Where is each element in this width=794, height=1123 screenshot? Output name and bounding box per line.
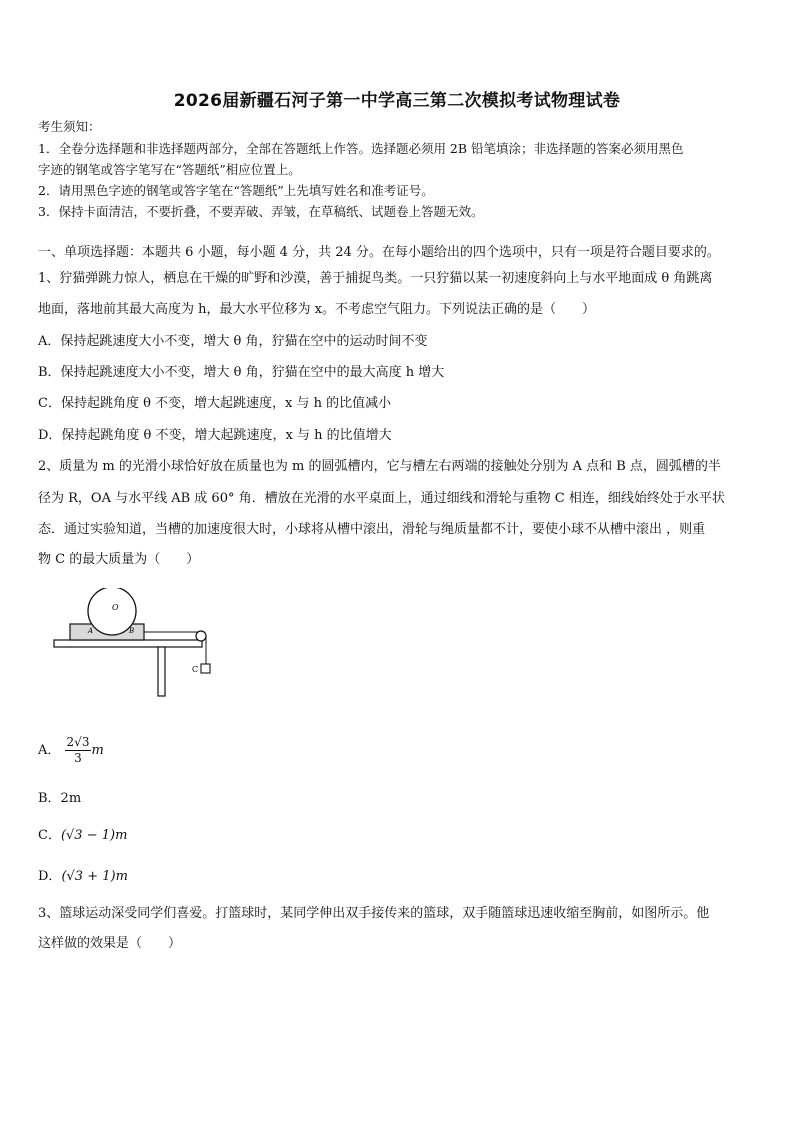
q2-figure: [50, 588, 220, 700]
notice-item-1-cont: 字迹的钢笔或答字笔写在“答题纸”相应位置上。: [38, 162, 301, 177]
q1-stem-line2: 地面，落地前其最大高度为 h，最大水平位移为 x。不考虑空气阻力。下列说法正确的是（ ）: [38, 302, 595, 317]
section-heading: 一、单项选择题：本题共 6 小题，每小题 4 分，共 24 分。在每小题给出的四个选项中，只有一项是符合题目要求的。: [38, 245, 720, 260]
q3-stem-line2: 这样做的效果是（ ）: [38, 936, 182, 951]
label-a: A: [88, 627, 94, 635]
q2-option-c: [38, 827, 127, 845]
q2-option-a-fraction: [65, 735, 92, 766]
q1-option-d: D．保持起跳角度 θ 不变，增大起跳速度，x 与 h 的比值增大: [38, 428, 392, 443]
page-title: 2026届新疆石河子第一中学高三第二次模拟考试物理试卷: [173, 91, 621, 111]
q2-stem-line4: 物 C 的最大质量为（ ）: [38, 552, 200, 567]
q2-option-d-label: D．: [38, 869, 62, 884]
weight-c: [201, 664, 210, 673]
q2-stem-line3: 态．通过实验知道，当槽的加速度很大时，小球将从槽中滚出，滑轮与绳质量都不计，要使小球不从槽中滚出 ，则重: [38, 522, 706, 537]
q2-option-b: B．2m: [38, 791, 82, 806]
label-b: B: [129, 627, 135, 635]
notice-heading: 考生须知：: [38, 119, 101, 134]
q2-option-d: [38, 868, 128, 886]
q2-stem-line2: 径为 R，OA 与水平线 AB 成 60° 角．槽放在光滑的水平桌面上，通过细线和滑轮与重物 C 相连，细线始终处于水平状: [38, 491, 725, 506]
label-c: C: [192, 665, 199, 674]
notice-item-2: 2．请用黑色字迹的钢笔或答字笔在“答题纸”上先填写姓名和准考证号。: [38, 183, 434, 198]
label-o: O: [112, 603, 119, 612]
q1-option-c: C．保持起跳角度 θ 不变，增大起跳速度，x 与 h 的比值减小: [38, 396, 392, 411]
q3-stem-line1: 3、篮球运动深受同学们喜爱。打篮球时，某同学伸出双手接传来的篮球，双手随篮球迅速收缩至胸前，如图所示。他: [38, 906, 710, 921]
q1-option-a: A．保持起跳速度大小不变，增大 θ 角，狞猫在空中的运动时间不变: [38, 334, 428, 349]
pulley: [196, 631, 206, 641]
q2-option-a-denominator: 3: [74, 751, 82, 765]
table-top: [54, 640, 202, 647]
q2-option-c-expression: (√3 − 1)m: [60, 828, 128, 843]
q2-option-c-label: C．: [38, 828, 61, 843]
notice-item-3: 3．保持卡面清洁，不要折叠，不要弄破、弄皱，在草稿纸、试题卷上答题无效。: [38, 204, 484, 219]
notice-item-1: 1．全卷分选择题和非选择题两部分，全部在答题纸上作答。选择题必须用 2B 铅笔填涂；非选择题的答案必须用黑色: [38, 141, 684, 156]
q2-option-a-variable: m: [91, 743, 104, 758]
q1-stem-line1: 1、狞猫弹跳力惊人，栖息在干燥的旷野和沙漠，善于捕捉鸟类。一只狞猫以某一初速度斜向上与水平地面成 θ 角跳离: [38, 271, 713, 286]
q2-stem-line1: 2、质量为 m 的光滑小球恰好放在质量也为 m 的圆弧槽内，它与槽左右两端的接触处分别为 A 点和 B 点，圆弧槽的半: [38, 459, 721, 474]
q2-option-d-expression: (√3 + 1)m: [61, 869, 128, 884]
q2-option-a-label: A．: [38, 743, 61, 758]
q1-option-b: B．保持起跳速度大小不变，增大 θ 角，狞猫在空中的最大高度 h 增大: [38, 365, 445, 380]
q2-option-a: [38, 735, 104, 766]
table-leg: [158, 647, 165, 696]
q2-option-a-numerator: 2√3: [66, 735, 90, 749]
